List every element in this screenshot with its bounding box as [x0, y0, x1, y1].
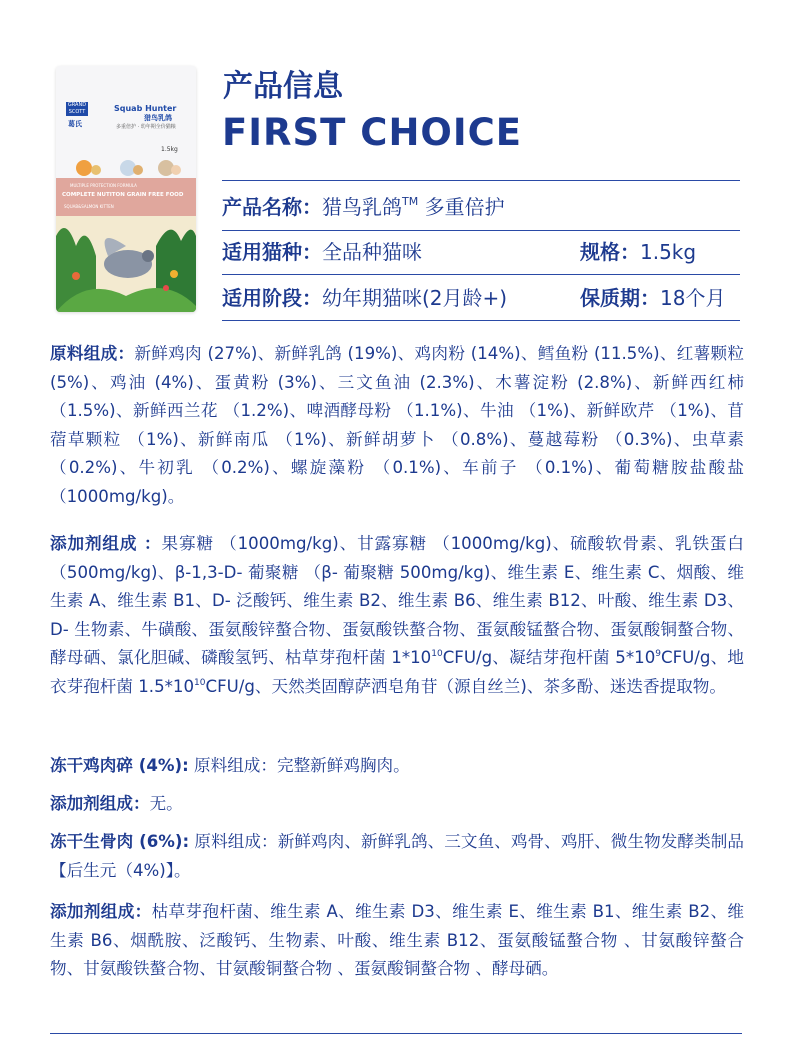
additives-exponent-3: 10 — [194, 677, 206, 688]
package-tagline: 多重倍护 · 幼年期全价猫粮 — [116, 124, 176, 130]
freeze-dried-raw-paragraph — [50, 828, 744, 885]
divider — [222, 230, 740, 231]
shelf-life-label: 保质期： — [580, 286, 660, 310]
freeze-dried-chicken-additives-label: 添加剂组成： — [50, 794, 150, 813]
page-title-cn: 产品信息 — [223, 69, 343, 104]
ingredients-text: 新鲜鸡肉 (27%)、新鲜乳鸽 (19%)、鸡肉粉 (14%)、鳕鱼粉 (11.5%)、红薯颗粒 (5%)、鸡油 (4%)、蛋黄粉 (3%)、三文鱼油 (2.3%)、木薯淀粉 (2.8%)、新鲜西红柿 （1.5%)、新鲜西兰花 （1.2%)、啤酒酵母粉 （1.1%)、牛油 （1%)、新鲜欧芹 （1%)、苜蓿草颗粒 （1%)、新鲜南瓜 （1%)、新鲜胡萝卜 （0.8%)、蔓越莓粉 （0.3%)、虫草素 （0.2%)、牛初乳 （0.2%)、螺旋藻粉 （0.1%)、车前子 （0.1%)、葡萄糖胺盐酸盐 （1000mg/kg)。 — [50, 344, 745, 506]
freeze-dried-chicken-additives-text: 无。 — [149, 794, 183, 813]
package-logo: GRAND SCOTT — [67, 102, 87, 115]
stage-label: 适用阶段： — [222, 286, 322, 310]
divider — [222, 320, 740, 321]
freeze-dried-raw-text: 原料组成：新鲜鸡肉、新鲜乳鸽、三文鱼、鸡骨、鸡肝、微生物发酵类制品【后生元（4%)】。 — [50, 832, 744, 880]
additives-text-3: CFU/g、地衣芽孢杆菌 1.5*10 — [50, 648, 744, 696]
freeze-dried-chicken-additives — [50, 790, 744, 819]
additives-text-2: CFU/g、凝结芽孢杆菌 5*10 — [442, 648, 656, 667]
freeze-dried-raw-label: 冻干生骨肉 (6%): — [50, 832, 190, 851]
product-name-suffix: 多重倍护 — [418, 195, 505, 219]
product-name-row — [222, 193, 505, 221]
package-brand-cn: 猎鸟乳鸽 — [144, 114, 172, 122]
cat-type-label: 适用猫种： — [222, 240, 322, 264]
spec-row — [580, 238, 696, 266]
freeze-dried-raw-additives-text: 枯草芽孢杆菌、维生素 A、维生素 D3、维生素 E、维生素 B1、维生素 B2、维生素 B6、烟酰胺、泛酸钙、生物素、叶酸、维生素 B12、蛋氨酸锰螯合物 、甘氨酸锌螯合物、甘氨酸铁螯合物、甘氨酸铜螯合物 、蛋氨酸铜螯合物 、酵母硒。 — [50, 902, 744, 978]
additives-text-1: 果寡糖 （1000mg/kg)、甘露寡糖 （1000mg/kg)、硫酸软骨素、乳铁蛋白 （500mg/kg)、β-1,3-D- 葡聚糖 （β- 葡聚糖 500mg/kg)、维生素 E、维生素 C、烟酸、维生素 A、维生素 B1、D- 泛酸钙、维生素 B2、维生素 B6、维生素 B12、叶酸、维生素 D3、D- 生物素、牛磺酸、蛋氨酸锌螯合物、蛋氨酸铁螯合物、蛋氨酸锰螯合物、蛋氨酸铜螯合物、酵母硒、氯化胆碱、磷酸氢钙、枯草芽孢杆菌 1*10 — [50, 534, 744, 667]
page-title-en: FIRST CHOICE — [222, 111, 523, 154]
package-band-line2: COMPLETE NUTITON GRAIN FREE FOOD — [62, 192, 184, 198]
package-band-line1: MULTIPLE PROTECTION FORMULA — [70, 183, 137, 188]
package-band-line3: SQUAB&SALMON KITTEN — [64, 204, 114, 209]
freeze-dried-raw-additives-label: 添加剂组成： — [50, 902, 152, 921]
shelf-life-row — [580, 284, 725, 312]
additives-text-4: CFU/g、天然类固醇萨洒皂角苷（源自丝兰)、茶多酚、迷迭香提取物。 — [205, 676, 726, 696]
freeze-dried-raw-additives — [50, 898, 744, 984]
ingredients-label: 原料组成： — [50, 344, 135, 363]
product-name-label: 产品名称： — [222, 195, 322, 219]
trademark-mark: TM — [402, 195, 419, 208]
package-brand-en: Squab Hunter — [114, 104, 177, 113]
product-package-image — [56, 66, 196, 312]
stage-row — [222, 284, 507, 312]
freeze-dried-chicken-text: 原料组成：完整新鲜鸡胸肉。 — [188, 756, 410, 775]
package-jungle-illustration — [56, 216, 196, 312]
additives-label: 添加剂组成 ： — [50, 534, 162, 553]
bottom-divider — [50, 1033, 742, 1034]
shelf-life-value: 18个月 — [660, 286, 726, 310]
package-weight: 1.5kg — [161, 146, 178, 153]
product-name-value: 猎鸟乳鸽 — [322, 195, 402, 219]
spec-label: 规格： — [580, 240, 640, 264]
cat-type-row — [222, 238, 422, 266]
additives-exponent-2: 9 — [655, 649, 662, 659]
spec-value: 1.5kg — [640, 240, 697, 264]
freeze-dried-chicken-label: 冻干鸡肉碎 (4%): — [50, 756, 189, 775]
freeze-dried-chicken-paragraph — [50, 752, 744, 781]
additives-exponent-1: 10 — [431, 649, 443, 659]
cat-type-value: 全品种猫咪 — [322, 240, 422, 264]
stage-value: 幼年期猫咪(2月龄+) — [322, 286, 508, 310]
divider — [222, 180, 740, 181]
additives-paragraph — [50, 530, 744, 701]
package-brand-cn-short: 葛氏 — [68, 120, 82, 128]
divider — [222, 274, 740, 275]
ingredients-paragraph — [50, 340, 744, 511]
